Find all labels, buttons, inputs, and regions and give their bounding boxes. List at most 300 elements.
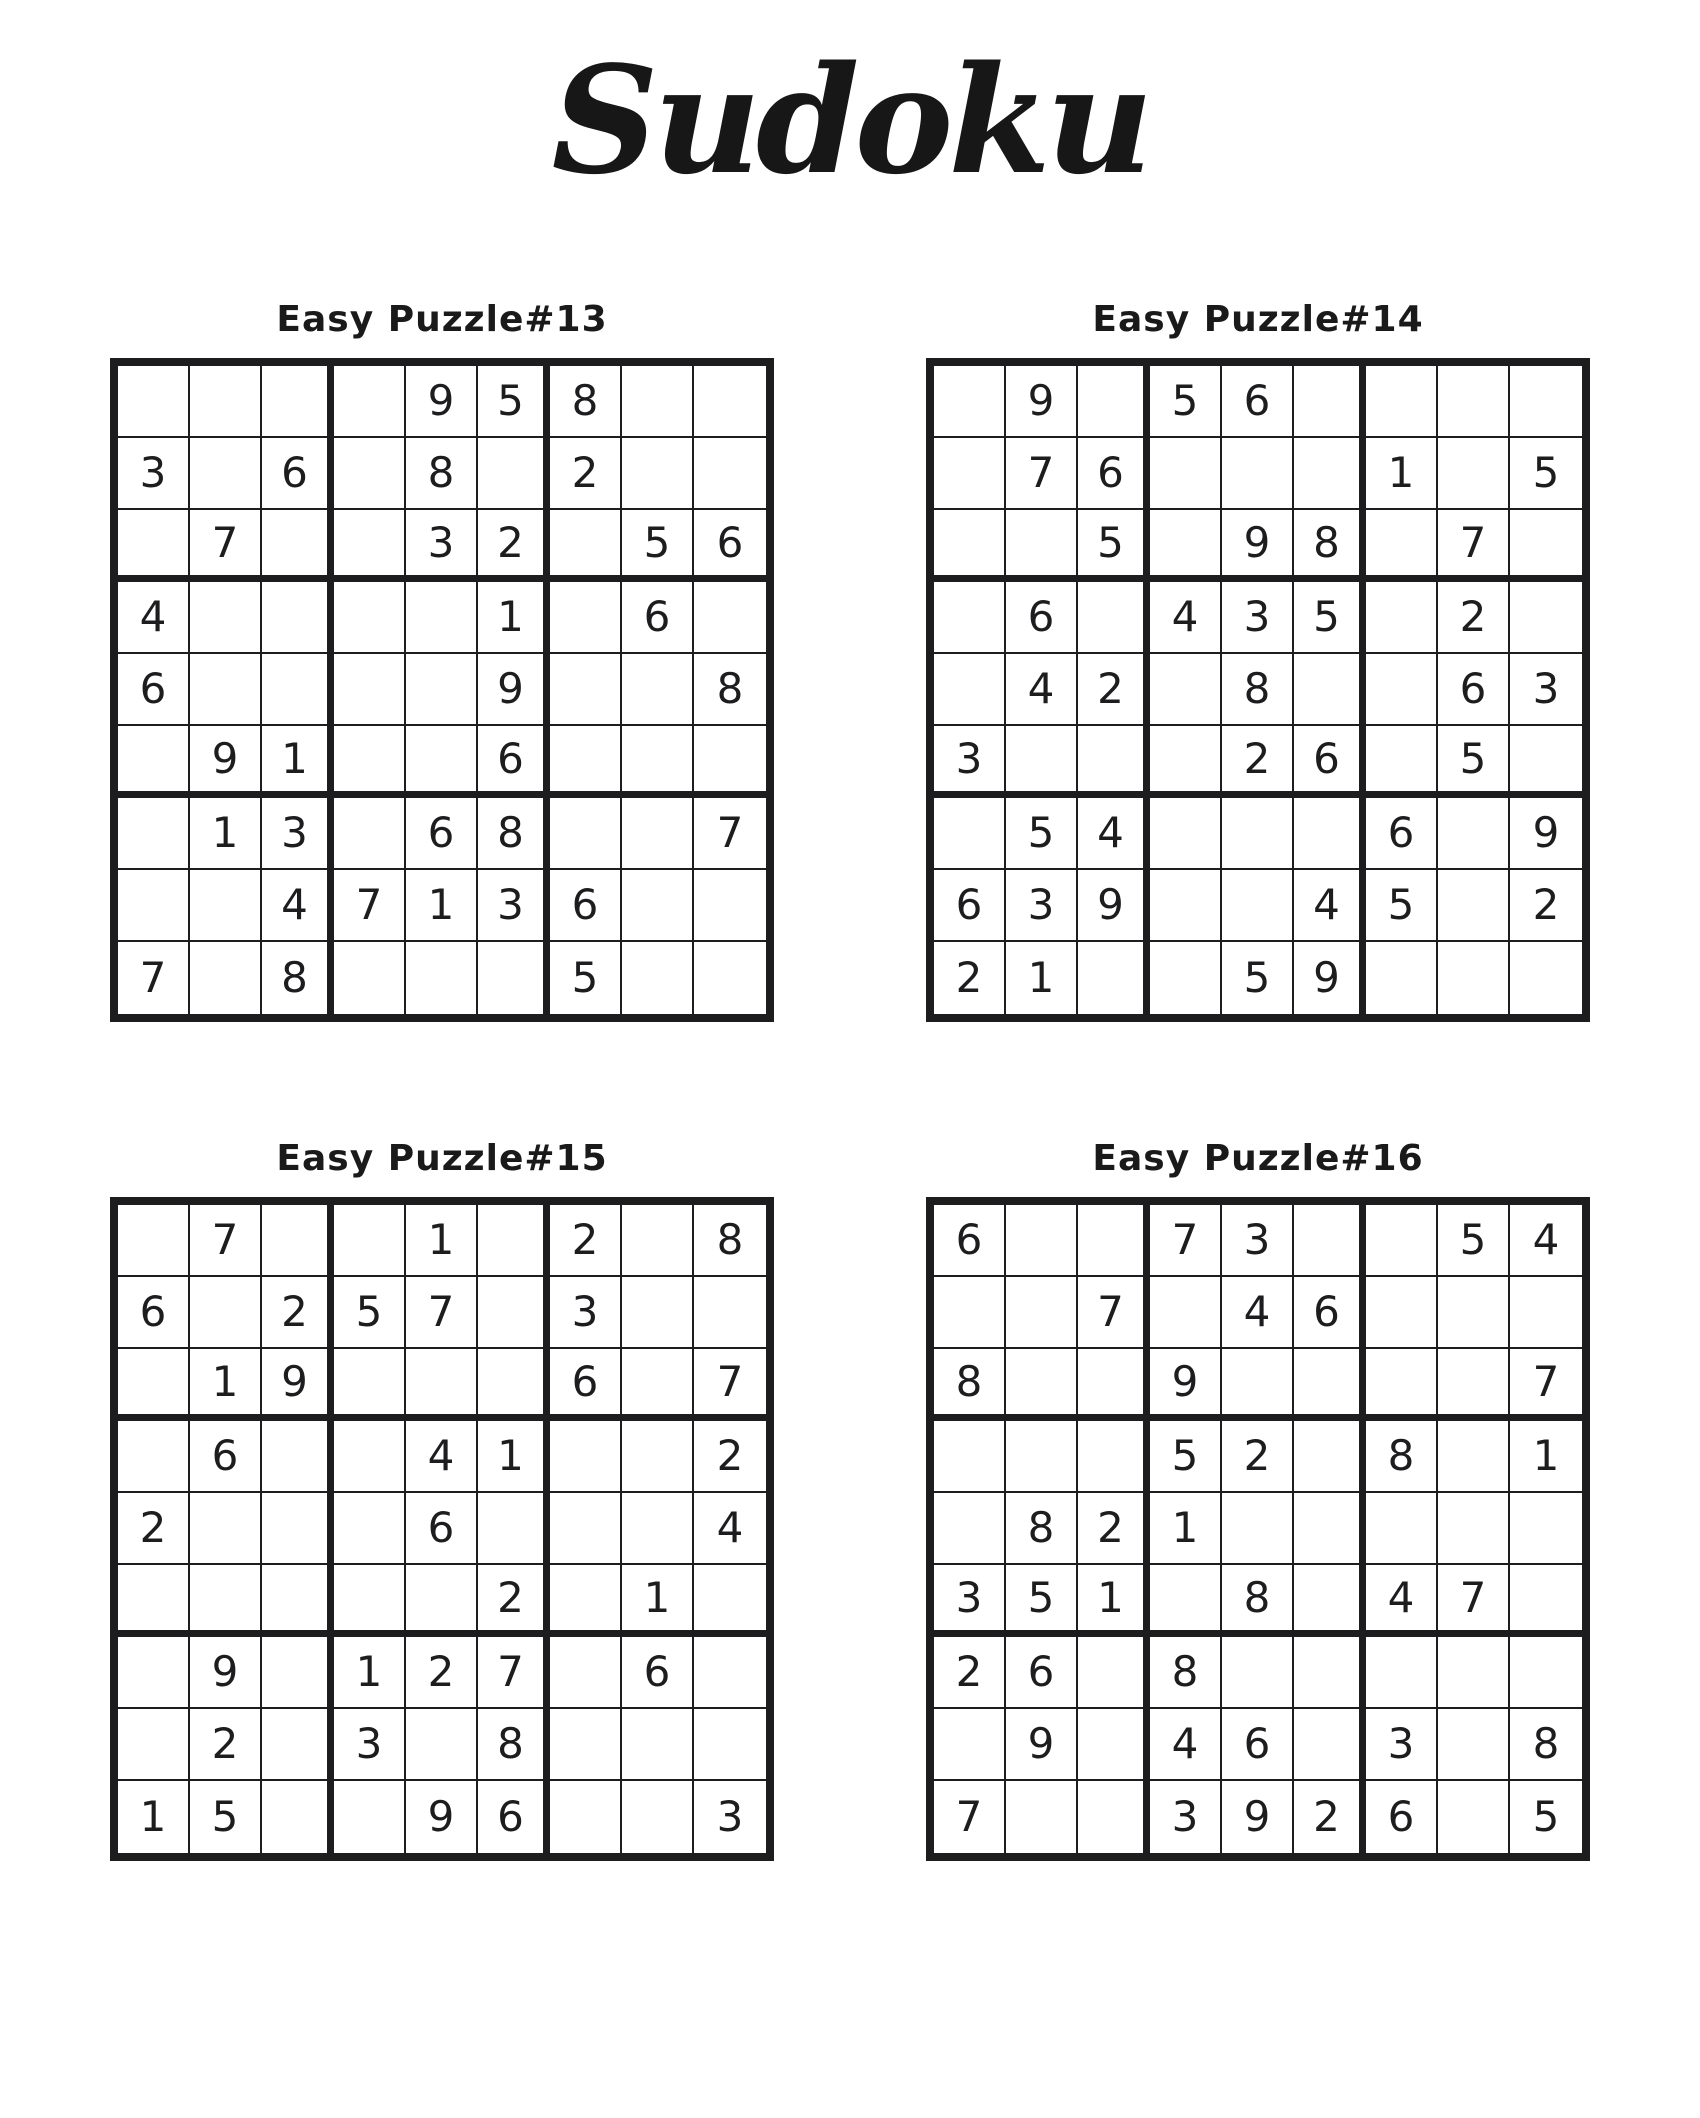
sudoku-cell bbox=[190, 654, 262, 726]
sudoku-cell bbox=[1006, 510, 1078, 582]
sudoku-cell bbox=[406, 582, 478, 654]
puzzle-16-grid bbox=[926, 1197, 1590, 1861]
sudoku-cell: 7 bbox=[694, 1349, 766, 1421]
sudoku-cell: 9 bbox=[406, 1781, 478, 1853]
sudoku-cell: 5 bbox=[1532, 1792, 1560, 1841]
puzzle-14-grid bbox=[926, 358, 1590, 1022]
sudoku-cell bbox=[1510, 942, 1582, 1014]
sudoku-cell bbox=[334, 654, 406, 726]
sudoku-cell bbox=[262, 1709, 334, 1781]
sudoku-cell: 1 bbox=[1510, 1421, 1582, 1493]
sudoku-cell: 1 bbox=[478, 1421, 550, 1493]
sudoku-cell: 5 bbox=[1150, 366, 1222, 438]
sudoku-cell bbox=[1006, 1781, 1078, 1853]
sudoku-cell: 5 bbox=[190, 1781, 262, 1853]
sudoku-cell bbox=[118, 1709, 190, 1781]
sudoku-cell: 7 bbox=[1078, 1277, 1150, 1349]
sudoku-cell: 7 bbox=[1510, 1349, 1582, 1421]
sudoku-cell: 7 bbox=[934, 1781, 1006, 1853]
sudoku-cell bbox=[262, 1637, 334, 1709]
sudoku-cell: 3 bbox=[1222, 1205, 1294, 1277]
sudoku-cell: 1 bbox=[190, 798, 262, 870]
sudoku-cell bbox=[1510, 1277, 1582, 1349]
sudoku-cell bbox=[1078, 1637, 1150, 1709]
sudoku-cell bbox=[334, 1781, 406, 1853]
sudoku-cell bbox=[1366, 1277, 1438, 1349]
sudoku-cell: 9 bbox=[1150, 1349, 1222, 1421]
sudoku-cell: 4 bbox=[118, 582, 190, 654]
sudoku-cell: 8 bbox=[1510, 1709, 1582, 1781]
sudoku-cell: 2 bbox=[262, 1277, 334, 1349]
sudoku-cell bbox=[334, 1205, 406, 1277]
sudoku-cell: 5 bbox=[622, 510, 694, 582]
puzzle-15-title: Easy Puzzle#15 bbox=[276, 1138, 608, 1179]
sudoku-cell: 6 bbox=[1222, 366, 1294, 438]
sudoku-cell bbox=[1006, 1349, 1078, 1421]
sudoku-cell: 6 bbox=[478, 726, 550, 798]
sudoku-cell bbox=[1078, 1709, 1150, 1781]
sudoku-cell bbox=[1078, 1349, 1150, 1421]
sudoku-cell bbox=[934, 510, 1006, 582]
sudoku-cell: 8 bbox=[406, 438, 478, 510]
sudoku-cell bbox=[622, 726, 694, 798]
sudoku-cell bbox=[1150, 726, 1222, 798]
puzzle-15-grid bbox=[110, 1197, 774, 1861]
sudoku-cell bbox=[622, 1205, 694, 1277]
sudoku-cell: 8 bbox=[694, 1205, 766, 1277]
sudoku-cell bbox=[1294, 366, 1366, 438]
sudoku-cell: 2 bbox=[406, 1637, 478, 1709]
puzzle-section-13 bbox=[110, 299, 774, 1022]
sudoku-cell bbox=[406, 654, 478, 726]
sudoku-cell bbox=[118, 1637, 190, 1709]
sudoku-cell bbox=[262, 1421, 334, 1493]
sudoku-cell bbox=[478, 438, 550, 510]
sudoku-cell bbox=[334, 582, 406, 654]
sudoku-cell: 5 bbox=[550, 942, 622, 1014]
sudoku-cell: 6 bbox=[622, 582, 694, 654]
sudoku-cell bbox=[1366, 1637, 1438, 1709]
sudoku-cell bbox=[190, 1565, 262, 1637]
sudoku-cell bbox=[262, 510, 334, 582]
sudoku-cell bbox=[1438, 1781, 1510, 1853]
sudoku-cell: 7 bbox=[694, 798, 766, 870]
sudoku-cell bbox=[622, 1277, 694, 1349]
sudoku-cell bbox=[934, 438, 1006, 510]
sudoku-cell: 3 bbox=[1150, 1781, 1222, 1853]
sudoku-cell: 9 bbox=[1006, 1709, 1078, 1781]
sudoku-cell: 8 bbox=[1294, 510, 1366, 582]
sudoku-cell bbox=[694, 1709, 766, 1781]
sudoku-cell bbox=[550, 1637, 622, 1709]
sudoku-cell bbox=[1006, 1421, 1078, 1493]
sudoku-cell: 7 bbox=[406, 1277, 478, 1349]
sudoku-cell bbox=[1078, 366, 1150, 438]
sudoku-cell bbox=[262, 654, 334, 726]
sudoku-cell: 6 bbox=[118, 1277, 190, 1349]
sudoku-cell: 5 bbox=[1438, 726, 1510, 798]
sudoku-cell bbox=[334, 942, 406, 1014]
sudoku-cell bbox=[478, 1205, 550, 1277]
sudoku-cell bbox=[190, 438, 262, 510]
sudoku-cell: 7 bbox=[478, 1637, 550, 1709]
sudoku-cell bbox=[934, 1493, 1006, 1565]
sudoku-cell bbox=[406, 726, 478, 798]
sudoku-cell: 9 bbox=[478, 654, 550, 726]
sudoku-cell: 6 bbox=[118, 654, 190, 726]
sudoku-cell bbox=[262, 366, 334, 438]
puzzle-13-grid bbox=[110, 358, 774, 1022]
sudoku-cell bbox=[1438, 798, 1510, 870]
sudoku-cell bbox=[1510, 510, 1582, 582]
sudoku-cell bbox=[1366, 582, 1438, 654]
sudoku-cell bbox=[550, 1709, 622, 1781]
sudoku-cell bbox=[1222, 870, 1294, 942]
sudoku-cell bbox=[1078, 1205, 1150, 1277]
sudoku-cell: 2 bbox=[1222, 1421, 1294, 1493]
sudoku-cell bbox=[1294, 1565, 1366, 1637]
sudoku-cell: 7 bbox=[1006, 438, 1078, 510]
puzzle-14-title: Easy Puzzle#14 bbox=[1092, 299, 1424, 340]
sudoku-cell: 9 bbox=[1510, 798, 1582, 870]
sudoku-cell: 2 bbox=[1438, 582, 1510, 654]
sudoku-cell bbox=[934, 1421, 1006, 1493]
sudoku-cell bbox=[118, 870, 190, 942]
sudoku-cell bbox=[1150, 1565, 1222, 1637]
sudoku-cell bbox=[1438, 438, 1510, 510]
sudoku-cell bbox=[262, 1781, 334, 1853]
sudoku-cell bbox=[1294, 1493, 1366, 1565]
sudoku-cell: 1 bbox=[478, 582, 550, 654]
sudoku-cell bbox=[190, 942, 262, 1014]
sudoku-cell: 6 bbox=[934, 870, 1006, 942]
sudoku-cell bbox=[934, 582, 1006, 654]
sudoku-cell: 5 bbox=[1366, 870, 1438, 942]
sudoku-cell: 7 bbox=[190, 1205, 262, 1277]
sudoku-cell bbox=[118, 798, 190, 870]
sudoku-cell: 1 bbox=[406, 1205, 478, 1277]
sudoku-cell bbox=[1366, 942, 1438, 1014]
sudoku-cell: 8 bbox=[694, 654, 766, 726]
sudoku-cell bbox=[1366, 1493, 1438, 1565]
sudoku-cell bbox=[550, 654, 622, 726]
sudoku-cell bbox=[1006, 1277, 1078, 1349]
sudoku-cell: 8 bbox=[550, 366, 622, 438]
page-title: Sudoku bbox=[551, 33, 1149, 207]
sudoku-cell: 5 bbox=[334, 1277, 406, 1349]
sudoku-cell: 9 bbox=[406, 366, 478, 438]
sudoku-cell bbox=[622, 870, 694, 942]
sudoku-cell bbox=[1150, 654, 1222, 726]
sudoku-cell: 4 bbox=[1150, 582, 1222, 654]
sudoku-cell bbox=[694, 942, 766, 1014]
sudoku-cell: 8 bbox=[934, 1349, 1006, 1421]
sudoku-cell bbox=[934, 1277, 1006, 1349]
sudoku-cell: 6 bbox=[934, 1205, 1006, 1277]
sudoku-cell bbox=[1222, 798, 1294, 870]
sudoku-cell: 4 bbox=[694, 1493, 766, 1565]
sudoku-cell: 2 bbox=[1510, 870, 1582, 942]
sudoku-cell bbox=[406, 1349, 478, 1421]
sudoku-cell: 6 bbox=[1294, 726, 1366, 798]
sudoku-cell: 2 bbox=[190, 1709, 262, 1781]
sudoku-cell bbox=[262, 582, 334, 654]
sudoku-cell: 1 bbox=[190, 1349, 262, 1421]
sudoku-cell: 5 bbox=[1006, 1565, 1078, 1637]
sudoku-cell bbox=[622, 798, 694, 870]
sudoku-cell bbox=[118, 1205, 190, 1277]
puzzle-section-15 bbox=[110, 1138, 774, 1861]
sudoku-cell: 9 bbox=[1222, 510, 1294, 582]
sudoku-cell bbox=[478, 1277, 550, 1349]
sudoku-cell: 1 bbox=[406, 870, 478, 942]
sudoku-cell bbox=[1366, 366, 1438, 438]
sudoku-cell: 6 bbox=[478, 1781, 550, 1853]
sudoku-cell bbox=[1294, 654, 1366, 726]
sudoku-cell bbox=[550, 582, 622, 654]
sudoku-cell: 3 bbox=[934, 1565, 1006, 1637]
sudoku-cell bbox=[1150, 942, 1222, 1014]
sudoku-cell bbox=[1294, 1421, 1366, 1493]
sudoku-cell bbox=[1150, 1277, 1222, 1349]
sudoku-cell: 6 bbox=[1006, 1637, 1078, 1709]
sudoku-cell: 5 bbox=[1438, 1205, 1510, 1277]
sudoku-cell bbox=[622, 438, 694, 510]
sudoku-cell: 8 bbox=[1222, 654, 1294, 726]
sudoku-cell bbox=[1222, 1349, 1294, 1421]
sudoku-page bbox=[0, 28, 1700, 2118]
sudoku-cell: 2 bbox=[694, 1421, 766, 1493]
sudoku-cell bbox=[694, 438, 766, 510]
sudoku-cell bbox=[334, 1421, 406, 1493]
sudoku-cell bbox=[334, 438, 406, 510]
sudoku-cell bbox=[1222, 1493, 1294, 1565]
sudoku-cell: 9 bbox=[190, 1637, 262, 1709]
sudoku-cell: 6 bbox=[190, 1421, 262, 1493]
sudoku-cell bbox=[334, 1493, 406, 1565]
sudoku-cell: 2 bbox=[1294, 1781, 1366, 1853]
sudoku-cell: 8 bbox=[1366, 1421, 1438, 1493]
sudoku-cell bbox=[262, 1565, 334, 1637]
sudoku-cell: 5 bbox=[478, 366, 550, 438]
sudoku-cell: 3 bbox=[716, 1792, 744, 1841]
sudoku-cell bbox=[1438, 1349, 1510, 1421]
sudoku-cell: 4 bbox=[1294, 870, 1366, 942]
sudoku-cell bbox=[1078, 582, 1150, 654]
sudoku-cell bbox=[1150, 798, 1222, 870]
sudoku-cell bbox=[622, 1781, 694, 1853]
sudoku-cell bbox=[1294, 1349, 1366, 1421]
sudoku-cell: 3 bbox=[1366, 1709, 1438, 1781]
sudoku-cell: 2 bbox=[1078, 654, 1150, 726]
sudoku-cell: 3 bbox=[934, 726, 1006, 798]
sudoku-cell: 1 bbox=[1078, 1565, 1150, 1637]
sudoku-cell bbox=[1294, 438, 1366, 510]
sudoku-cell: 2 bbox=[1078, 1493, 1150, 1565]
sudoku-cell: 3 bbox=[1222, 582, 1294, 654]
sudoku-cell: 8 bbox=[478, 1709, 550, 1781]
sudoku-cell bbox=[1366, 1205, 1438, 1277]
sudoku-cell bbox=[1006, 726, 1078, 798]
sudoku-cell bbox=[1366, 654, 1438, 726]
sudoku-cell: 9 bbox=[1078, 870, 1150, 942]
sudoku-cell: 7 bbox=[190, 510, 262, 582]
puzzles-area bbox=[0, 299, 1700, 1861]
sudoku-cell bbox=[262, 1493, 334, 1565]
sudoku-cell bbox=[622, 366, 694, 438]
puzzle-16-title: Easy Puzzle#16 bbox=[1092, 1138, 1424, 1179]
sudoku-cell: 1 bbox=[1150, 1493, 1222, 1565]
sudoku-cell bbox=[622, 1493, 694, 1565]
sudoku-cell: 6 bbox=[1006, 582, 1078, 654]
sudoku-cell bbox=[1438, 1493, 1510, 1565]
sudoku-cell: 4 bbox=[406, 1421, 478, 1493]
sudoku-cell: 6 bbox=[550, 870, 622, 942]
sudoku-cell: 5 bbox=[1294, 582, 1366, 654]
sudoku-cell: 4 bbox=[1510, 1205, 1582, 1277]
sudoku-cell: 3 bbox=[406, 510, 478, 582]
sudoku-cell bbox=[694, 1637, 766, 1709]
sudoku-cell bbox=[334, 1565, 406, 1637]
sudoku-cell bbox=[550, 1781, 622, 1853]
sudoku-cell bbox=[1510, 1565, 1582, 1637]
sudoku-cell bbox=[1366, 510, 1438, 582]
sudoku-cell bbox=[1366, 1349, 1438, 1421]
sudoku-cell: 6 bbox=[694, 510, 766, 582]
sudoku-cell bbox=[550, 510, 622, 582]
sudoku-cell: 4 bbox=[1222, 1277, 1294, 1349]
sudoku-cell: 7 bbox=[1438, 1565, 1510, 1637]
sudoku-cell: 9 bbox=[262, 1349, 334, 1421]
sudoku-cell bbox=[262, 1205, 334, 1277]
sudoku-cell bbox=[1150, 510, 1222, 582]
sudoku-cell bbox=[334, 1349, 406, 1421]
sudoku-cell bbox=[1078, 1421, 1150, 1493]
sudoku-cell bbox=[478, 1349, 550, 1421]
sudoku-cell: 7 bbox=[118, 942, 190, 1014]
sudoku-cell: 2 bbox=[550, 438, 622, 510]
sudoku-cell bbox=[118, 1421, 190, 1493]
sudoku-cell: 3 bbox=[262, 798, 334, 870]
sudoku-cell bbox=[118, 726, 190, 798]
sudoku-cell: 1 bbox=[262, 726, 334, 798]
sudoku-cell bbox=[190, 870, 262, 942]
sudoku-cell bbox=[550, 1565, 622, 1637]
sudoku-cell: 3 bbox=[118, 438, 190, 510]
sudoku-cell bbox=[478, 1493, 550, 1565]
sudoku-cell: 9 bbox=[190, 726, 262, 798]
sudoku-cell bbox=[694, 1565, 766, 1637]
sudoku-cell bbox=[1438, 366, 1510, 438]
sudoku-cell: 6 bbox=[1294, 1277, 1366, 1349]
sudoku-cell bbox=[934, 798, 1006, 870]
sudoku-cell bbox=[1438, 942, 1510, 1014]
sudoku-cell bbox=[694, 1277, 766, 1349]
sudoku-cell: 3 bbox=[550, 1277, 622, 1349]
sudoku-cell: 1 bbox=[622, 1565, 694, 1637]
sudoku-cell: 6 bbox=[262, 438, 334, 510]
sudoku-cell bbox=[550, 726, 622, 798]
sudoku-cell bbox=[190, 582, 262, 654]
sudoku-cell: 2 bbox=[118, 1493, 190, 1565]
sudoku-cell: 4 bbox=[1078, 798, 1150, 870]
sudoku-cell bbox=[550, 798, 622, 870]
sudoku-cell bbox=[1078, 1781, 1150, 1853]
sudoku-cell: 4 bbox=[262, 870, 334, 942]
sudoku-cell: 5 bbox=[1078, 510, 1150, 582]
sudoku-cell bbox=[334, 366, 406, 438]
sudoku-cell bbox=[1222, 1637, 1294, 1709]
sudoku-cell bbox=[694, 582, 766, 654]
sudoku-cell: 3 bbox=[478, 870, 550, 942]
sudoku-cell: 2 bbox=[478, 1565, 550, 1637]
sudoku-cell bbox=[934, 1709, 1006, 1781]
sudoku-cell: 7 bbox=[1438, 510, 1510, 582]
sudoku-cell bbox=[1510, 582, 1582, 654]
sudoku-cell: 1 bbox=[334, 1637, 406, 1709]
puzzle-section-14 bbox=[926, 299, 1590, 1022]
sudoku-cell bbox=[1510, 726, 1582, 798]
sudoku-cell bbox=[694, 870, 766, 942]
sudoku-cell bbox=[1510, 1637, 1582, 1709]
sudoku-cell bbox=[1150, 438, 1222, 510]
sudoku-cell bbox=[622, 1709, 694, 1781]
sudoku-cell bbox=[1078, 726, 1150, 798]
sudoku-cell bbox=[406, 942, 478, 1014]
sudoku-cell bbox=[550, 1493, 622, 1565]
sudoku-cell bbox=[334, 510, 406, 582]
sudoku-cell bbox=[1438, 1421, 1510, 1493]
sudoku-cell bbox=[118, 366, 190, 438]
sudoku-cell: 6 bbox=[550, 1349, 622, 1421]
sudoku-cell bbox=[118, 1565, 190, 1637]
sudoku-cell: 8 bbox=[262, 942, 334, 1014]
sudoku-cell bbox=[478, 942, 550, 1014]
sudoku-cell bbox=[118, 1349, 190, 1421]
sudoku-cell: 8 bbox=[1006, 1493, 1078, 1565]
sudoku-cell bbox=[622, 1349, 694, 1421]
sudoku-cell bbox=[1510, 366, 1582, 438]
sudoku-cell bbox=[934, 366, 1006, 438]
sudoku-cell: 5 bbox=[1006, 798, 1078, 870]
sudoku-cell: 6 bbox=[1366, 798, 1438, 870]
sudoku-cell bbox=[1438, 870, 1510, 942]
sudoku-cell bbox=[1294, 1709, 1366, 1781]
sudoku-cell bbox=[118, 510, 190, 582]
sudoku-cell bbox=[1438, 1709, 1510, 1781]
sudoku-cell: 2 bbox=[550, 1205, 622, 1277]
sudoku-cell bbox=[334, 798, 406, 870]
sudoku-cell bbox=[1294, 1637, 1366, 1709]
sudoku-cell bbox=[1438, 1277, 1510, 1349]
sudoku-cell: 4 bbox=[1150, 1709, 1222, 1781]
sudoku-cell bbox=[190, 366, 262, 438]
sudoku-cell: 6 bbox=[406, 798, 478, 870]
sudoku-cell: 8 bbox=[1150, 1637, 1222, 1709]
sudoku-cell: 1 bbox=[118, 1781, 190, 1853]
puzzle-section-16 bbox=[926, 1138, 1590, 1861]
sudoku-cell bbox=[190, 1493, 262, 1565]
sudoku-cell: 8 bbox=[1222, 1565, 1294, 1637]
sudoku-cell bbox=[1438, 1637, 1510, 1709]
sudoku-cell bbox=[622, 942, 694, 1014]
sudoku-cell bbox=[190, 1277, 262, 1349]
puzzle-13-title: Easy Puzzle#13 bbox=[276, 299, 608, 340]
sudoku-cell bbox=[1078, 942, 1150, 1014]
sudoku-cell bbox=[1150, 870, 1222, 942]
sudoku-cell: 6 bbox=[1366, 1781, 1438, 1853]
sudoku-cell bbox=[334, 726, 406, 798]
